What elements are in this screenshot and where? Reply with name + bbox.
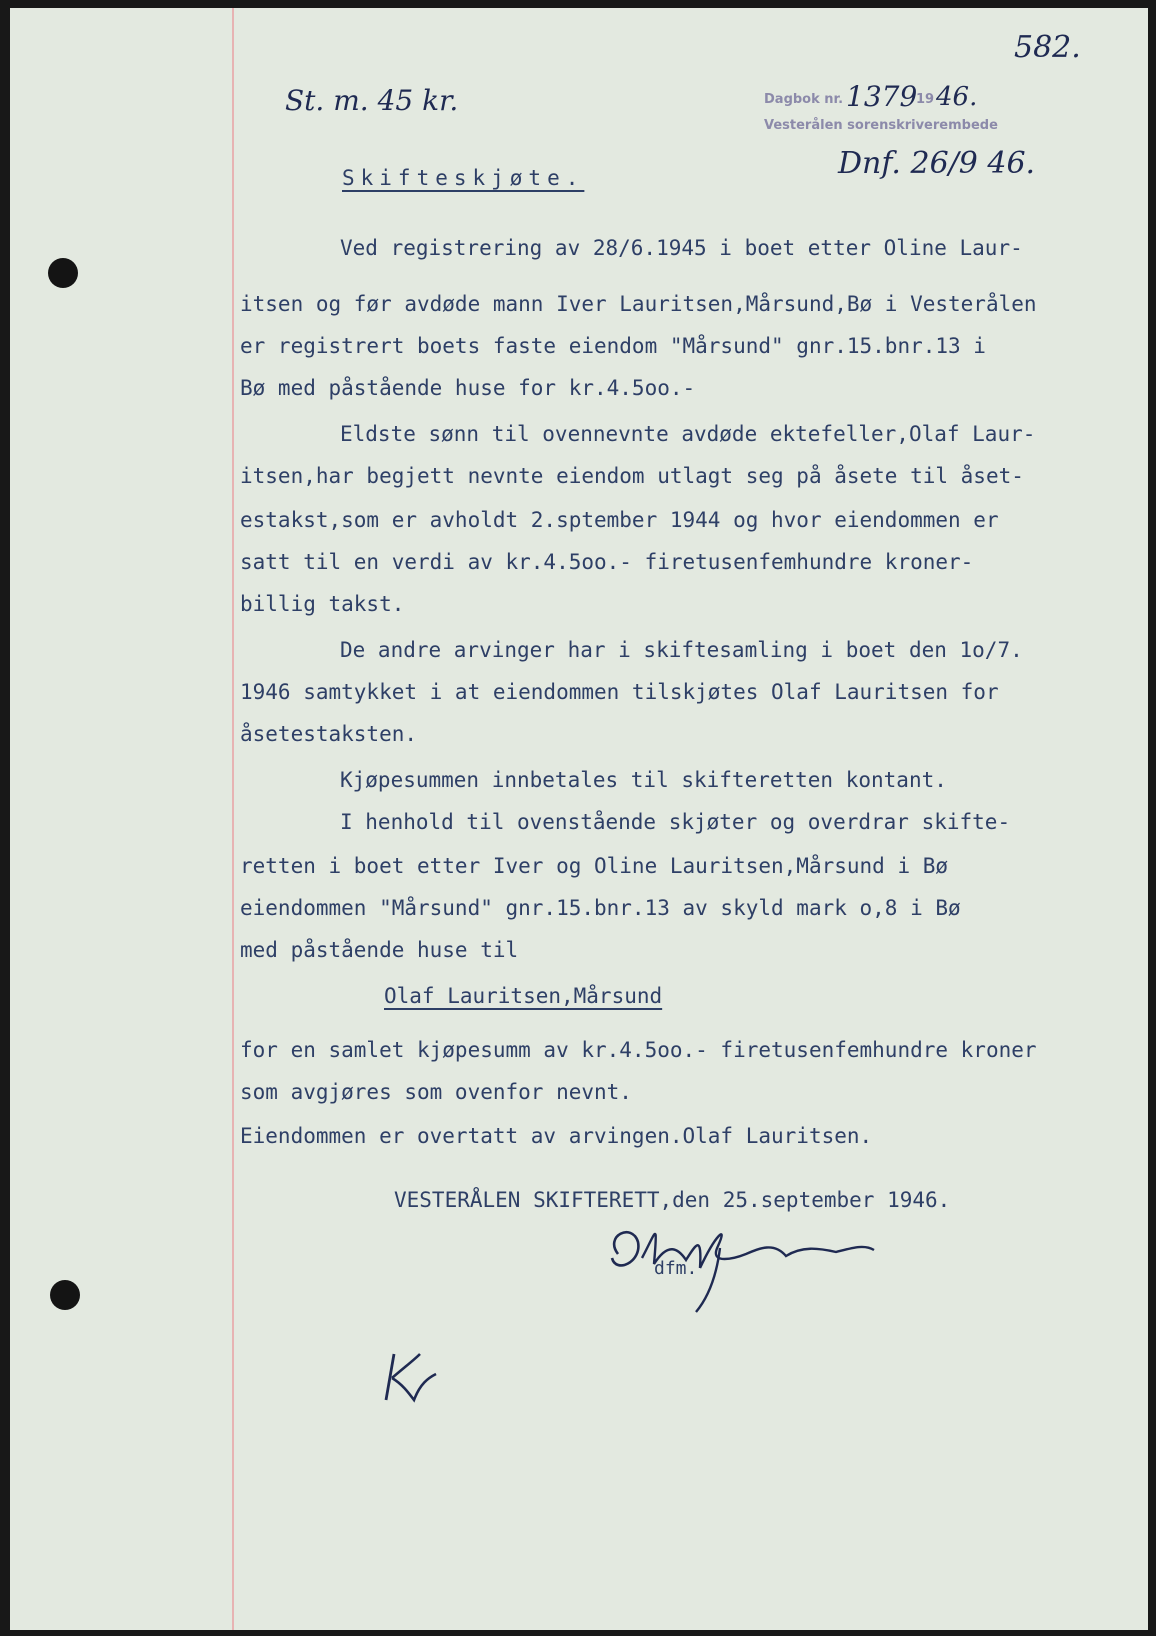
punch-hole-top (48, 258, 78, 288)
fee-note: St. m. 45 kr. (285, 84, 459, 117)
page-number: 582. (1014, 30, 1081, 65)
grantee-name: Olaf Lauritsen,Mårsund (384, 984, 663, 1008)
stamp-dagbok-label: Dagbok nr. (764, 92, 844, 107)
body-line: Eldste sønn til ovennevnte avdøde ektefeller,Olaf Laur- (340, 422, 1036, 446)
body-line: itsen,har begjett nevnte eiendom utlagt seg på åsete til åset- (240, 464, 1024, 488)
body-line: åsetestaksten. (240, 722, 418, 746)
punch-hole-bottom (50, 1280, 80, 1310)
margin-rule (232, 8, 234, 1630)
stamp-dagbok-number: 1379 (846, 80, 918, 113)
body-line: eiendommen "Mårsund" gnr.15.bnr.13 av skyld mark o,8 i Bø (240, 896, 961, 920)
stamp-filing-date: Dnf. 26/9 46. (838, 146, 1036, 181)
stamp-year-value: 46. (936, 82, 978, 112)
body-line: itsen og før avdøde mann Iver Lauritsen,Mårsund,Bø i Vesterålen (240, 292, 1037, 316)
body-line: Ved registrering av 28/6.1945 i boet etter Oline Laur- (340, 236, 1023, 260)
stamp-office-name: Vesterålen sorenskriverembede (764, 118, 998, 133)
closing-line: for en samlet kjøpesumm av kr.4.5oo.- firetusenfemhundre kroner (240, 1038, 1037, 1062)
body-line: I henhold til ovenstående skjøter og overdrar skifte- (340, 810, 1011, 834)
closing-line: som avgjøres som ovenfor nevnt. (240, 1080, 632, 1104)
body-line: Kjøpesummen innbetales til skifteretten kontant. (340, 768, 947, 792)
closing-line: Eiendommen er overtatt av arvingen.Olaf Lauritsen. (240, 1124, 873, 1148)
body-line: Bø med påstående huse for kr.4.5oo.- (240, 376, 696, 400)
stamp-year-label: 19 (916, 92, 935, 107)
document-title: Skifteskjøte. (342, 166, 585, 190)
body-line: 1946 samtykket i at eiendommen tilskjøtes Olaf Lauritsen for (240, 680, 999, 704)
body-line: estakst,som er avholdt 2.sptember 1944 og hvor eiendommen er (240, 508, 999, 532)
body-line: retten i boet etter Iver og Oline Lauritsen,Mårsund i Bø (240, 854, 949, 878)
body-line: med påstående huse til (240, 938, 519, 962)
body-line: billig takst. (240, 592, 405, 616)
body-line: satt til en verdi av kr.4.5oo.- firetusenfemhundre kroner- (240, 550, 974, 574)
body-line: De andre arvinger har i skiftesamling i boet den 1o/7. (340, 638, 1023, 662)
signature-title: dfm. (654, 1258, 698, 1279)
body-line: er registrert boets faste eiendom "Mårsund" gnr.15.bnr.13 i (240, 334, 986, 358)
document-page (10, 8, 1148, 1630)
court-date-line: VESTERÅLEN SKIFTERETT,den 25.september 1946. (394, 1188, 951, 1212)
